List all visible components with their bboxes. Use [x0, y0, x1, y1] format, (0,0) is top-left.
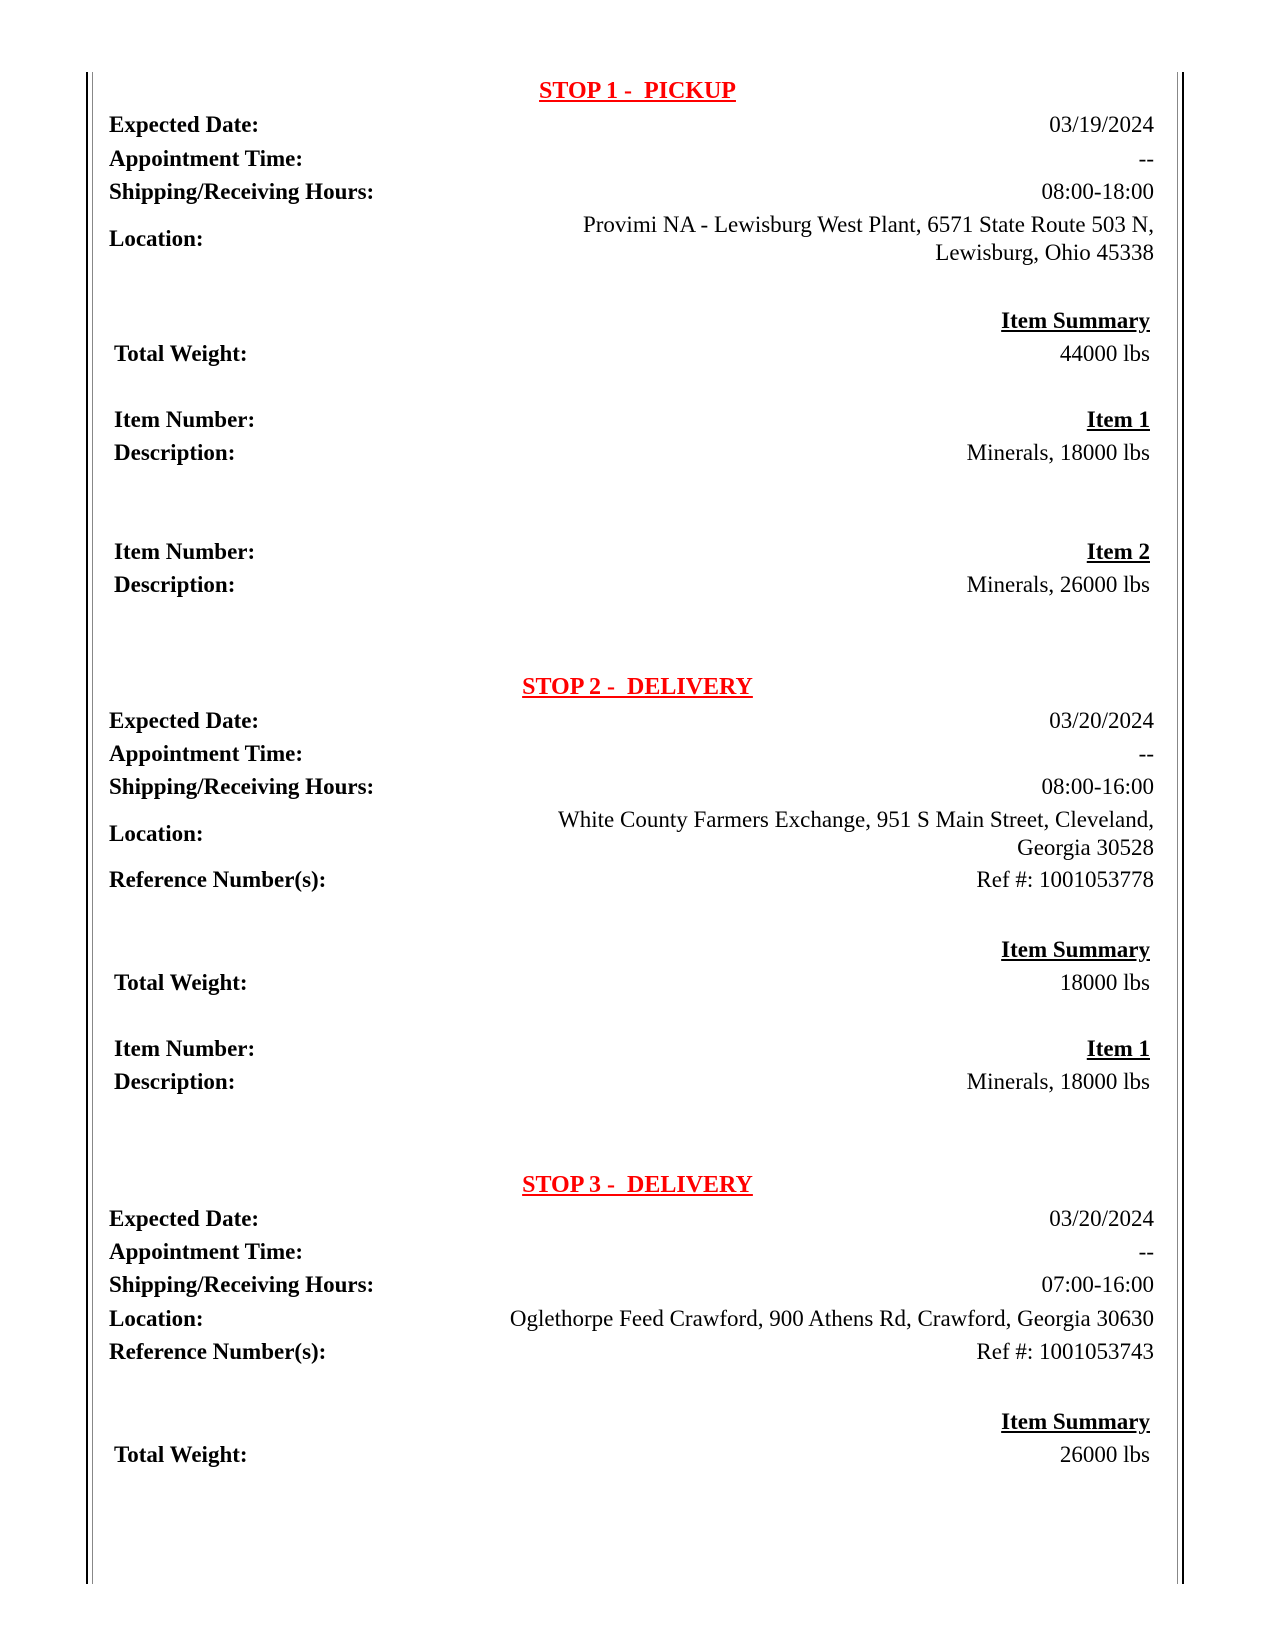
total-weight-label: Total Weight:	[114, 970, 248, 995]
description-value: Minerals, 18000 lbs	[966, 440, 1150, 465]
right-border-outer	[1182, 72, 1184, 1584]
location-value	[558, 806, 1154, 862]
description-value: Minerals, 18000 lbs	[966, 1069, 1150, 1094]
appointment-time-label: Appointment Time:	[109, 741, 304, 766]
left-border-inner	[92, 72, 93, 1584]
hours-value: 08:00-16:00	[1041, 774, 1154, 799]
expected-date-label: Expected Date:	[109, 708, 260, 733]
total-weight-value: 44000 lbs	[1059, 341, 1150, 366]
description-value: Minerals, 26000 lbs	[966, 572, 1150, 597]
description-label: Description:	[114, 1069, 236, 1094]
hours-value: 07:00-16:00	[1041, 1272, 1154, 1297]
stop-1-title: STOP 1 - PICKUP	[539, 78, 736, 104]
item-number-label: Item Number:	[114, 539, 256, 564]
appointment-time-value: --	[1138, 741, 1154, 766]
expected-date-value: 03/20/2024	[1049, 708, 1154, 733]
total-weight-label: Total Weight:	[114, 341, 248, 366]
location-value: Oglethorpe Feed Crawford, 900 Athens Rd, Crawford, Georgia 30630	[509, 1306, 1154, 1331]
reference-value: Ref #: 1001053743	[976, 1339, 1154, 1364]
expected-date-value: 03/19/2024	[1049, 112, 1154, 137]
item-summary-heading: Item Summary	[1001, 1409, 1150, 1434]
total-weight-value: 26000 lbs	[1059, 1442, 1150, 1467]
item-number-label: Item Number:	[114, 1036, 256, 1061]
appointment-time-label: Appointment Time:	[109, 1239, 304, 1264]
stop-2-title: STOP 2 - DELIVERY	[522, 674, 753, 700]
reference-value: Ref #: 1001053778	[976, 867, 1154, 892]
item-number-value: Item 2	[1086, 539, 1150, 564]
location-line-1: White County Farmers Exchange, 951 S Main Street, Cleveland,	[558, 807, 1154, 832]
right-border-inner	[1177, 72, 1178, 1584]
total-weight-label: Total Weight:	[114, 1442, 248, 1467]
appointment-time-value: --	[1138, 1239, 1154, 1264]
appointment-time-label: Appointment Time:	[109, 146, 304, 171]
item-number-value: Item 1	[1086, 407, 1150, 432]
location-line-2: Georgia 30528	[1017, 835, 1154, 860]
location-label: Location:	[109, 1306, 204, 1331]
total-weight-value: 18000 lbs	[1059, 970, 1150, 995]
expected-date-label: Expected Date:	[109, 112, 260, 137]
description-label: Description:	[114, 440, 236, 465]
location-line-1: Provimi NA - Lewisburg West Plant, 6571 State Route 503 N,	[582, 212, 1154, 237]
reference-label: Reference Number(s):	[109, 1339, 327, 1364]
hours-value: 08:00-18:00	[1041, 179, 1154, 204]
location-value	[583, 211, 1154, 267]
reference-label: Reference Number(s):	[109, 867, 327, 892]
stop-3-title: STOP 3 - DELIVERY	[522, 1172, 753, 1198]
item-summary-heading: Item Summary	[1001, 308, 1150, 333]
appointment-time-value: --	[1138, 146, 1154, 171]
expected-date-value: 03/20/2024	[1049, 1206, 1154, 1231]
item-number-label: Item Number:	[114, 407, 256, 432]
location-line-2: Lewisburg, Ohio 45338	[935, 240, 1154, 265]
left-border-outer	[86, 72, 88, 1584]
hours-label: Shipping/Receiving Hours:	[109, 774, 375, 799]
hours-label: Shipping/Receiving Hours:	[109, 1272, 375, 1297]
location-label: Location:	[109, 821, 204, 846]
location-label: Location:	[109, 226, 204, 251]
description-label: Description:	[114, 572, 236, 597]
item-summary-heading: Item Summary	[1001, 937, 1150, 962]
expected-date-label: Expected Date:	[109, 1206, 260, 1231]
item-number-value: Item 1	[1086, 1036, 1150, 1061]
hours-label: Shipping/Receiving Hours:	[109, 179, 375, 204]
